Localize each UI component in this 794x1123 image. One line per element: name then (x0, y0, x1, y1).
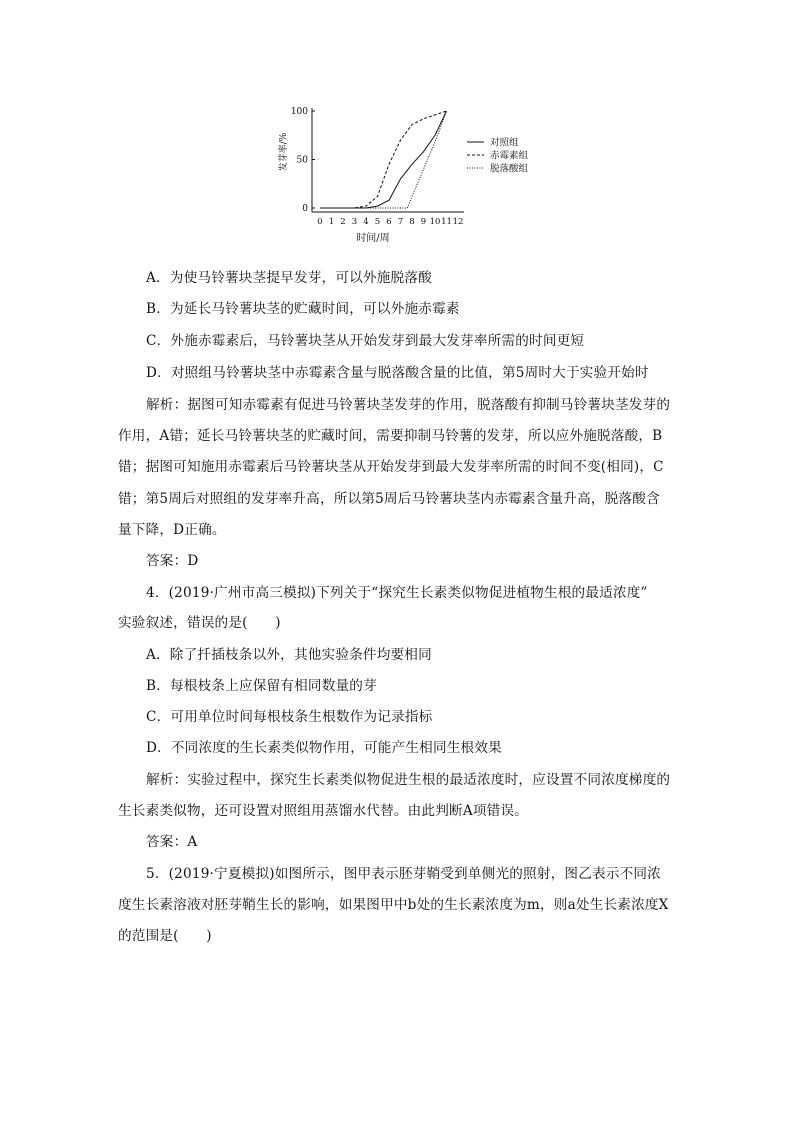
q3-option-d: D．对照组马铃薯块茎中赤霉素含量与脱落酸含量的比值，第5周时大于实验开始时 (146, 365, 649, 381)
legend-label: 对照组 (490, 137, 519, 149)
y-tick-label: 50 (296, 155, 308, 166)
y-axis-label: 发芽率/% (279, 132, 289, 172)
series-line (320, 111, 447, 208)
chart-series (320, 111, 447, 208)
q3-analysis-line: 作用，A错；延长马铃薯块茎的贮藏时间，需要抑制马铃薯的发芽，所以应外施脱落酸，B (118, 428, 663, 444)
x-tick-label: 2 (340, 217, 346, 227)
q3-option-b: B．为延长马铃薯块茎的贮藏时间，可以外施赤霉素 (146, 301, 460, 317)
x-tick-label: 9 (420, 217, 427, 227)
q3-analysis-line: 错；据图可知施用赤霉素后马铃薯块茎从开始发芽到最大发芽率所需的时间不变(相同)，C (118, 459, 664, 475)
series-line (320, 111, 447, 208)
q4-stem-line: 4．(2019·广州市高三模拟)下列关于“探究生长素类似物促进植物生根的最适浓度” (146, 585, 648, 601)
q4-analysis-line: 生长素类似物，还可设置对照组用蒸馏水代替。由此判断A项错误。 (118, 803, 529, 819)
x-tick-label: 11 (441, 217, 452, 227)
q4-option-d: D．不同浓度的生长素类似物作用，可能产生相同生根效果 (146, 740, 502, 756)
chart-legend (467, 137, 529, 175)
y-tick-label: 0 (302, 204, 308, 214)
x-tick-label: 0 (317, 217, 323, 227)
q5-stem-line: 度生长素溶液对胚芽鞘生长的影响，如果图甲中b处的生长素浓度为m，则a处生长素浓度X (118, 897, 669, 913)
q4-option-a: A．除了扦插枝条以外，其他实验条件均要相同 (146, 647, 432, 663)
q4-answer: 答案：A (146, 834, 198, 850)
x-tick-label: 7 (397, 217, 404, 227)
q3-analysis-line: 错；第5周后对照组的发芽率升高，所以第5周后马铃薯块茎内赤霉素含量升高，脱落酸含 (118, 491, 660, 507)
y-tick-label: 100 (290, 107, 308, 117)
q4-stem-line: 实验叙述，错误的是( ) (118, 615, 281, 631)
q5-stem-line: 的范围是( ) (118, 928, 212, 944)
q5-stem-line: 5．(2019·宁夏模拟)如图所示，图甲表示胚芽鞘受到单侧光的照射，图乙表示不同浓 (146, 866, 661, 882)
q3-option-c: C．外施赤霉素后，马铃薯块茎从开始发芽到最大发芽率所需的时间更短 (146, 333, 585, 349)
q3-analysis-line: 量下降，D正确。 (118, 522, 226, 538)
germination-line-chart (270, 100, 560, 250)
legend-label: 赤霉素组 (490, 150, 529, 162)
q3-answer: 答案：D (146, 553, 199, 569)
chart-ticks (291, 107, 464, 227)
x-tick-label: 4 (363, 217, 369, 227)
x-axis-label: 时间/周 (356, 233, 390, 244)
x-tick-label: 12 (452, 217, 464, 227)
series-line (320, 111, 447, 208)
q4-analysis-line: 解析：实验过程中，探究生长素类似物促进生根的最适浓度时，应设置不同浓度梯度的 (146, 772, 671, 788)
x-tick-label: 8 (409, 217, 415, 227)
x-tick-label: 6 (386, 217, 392, 227)
chart-axes (312, 108, 464, 212)
legend-label: 脱落酸组 (490, 163, 529, 175)
x-tick-label: 5 (374, 217, 381, 227)
q3-analysis-line: 解析：据图可知赤霉素有促进马铃薯块茎发芽的作用，脱落酸有抑制马铃薯块茎发芽的 (146, 397, 671, 413)
q4-option-b: B．每根枝条上应保留有相同数量的芽 (146, 678, 377, 694)
q3-option-a: A．为使马铃薯块茎提早发芽，可以外施脱落酸 (146, 270, 432, 286)
q4-option-c: C．可用单位时间每根枝条生根数作为记录指标 (146, 709, 433, 725)
x-tick-label: 3 (351, 217, 358, 227)
x-tick-label: 1 (328, 217, 335, 227)
x-tick-label: 10 (429, 217, 441, 227)
